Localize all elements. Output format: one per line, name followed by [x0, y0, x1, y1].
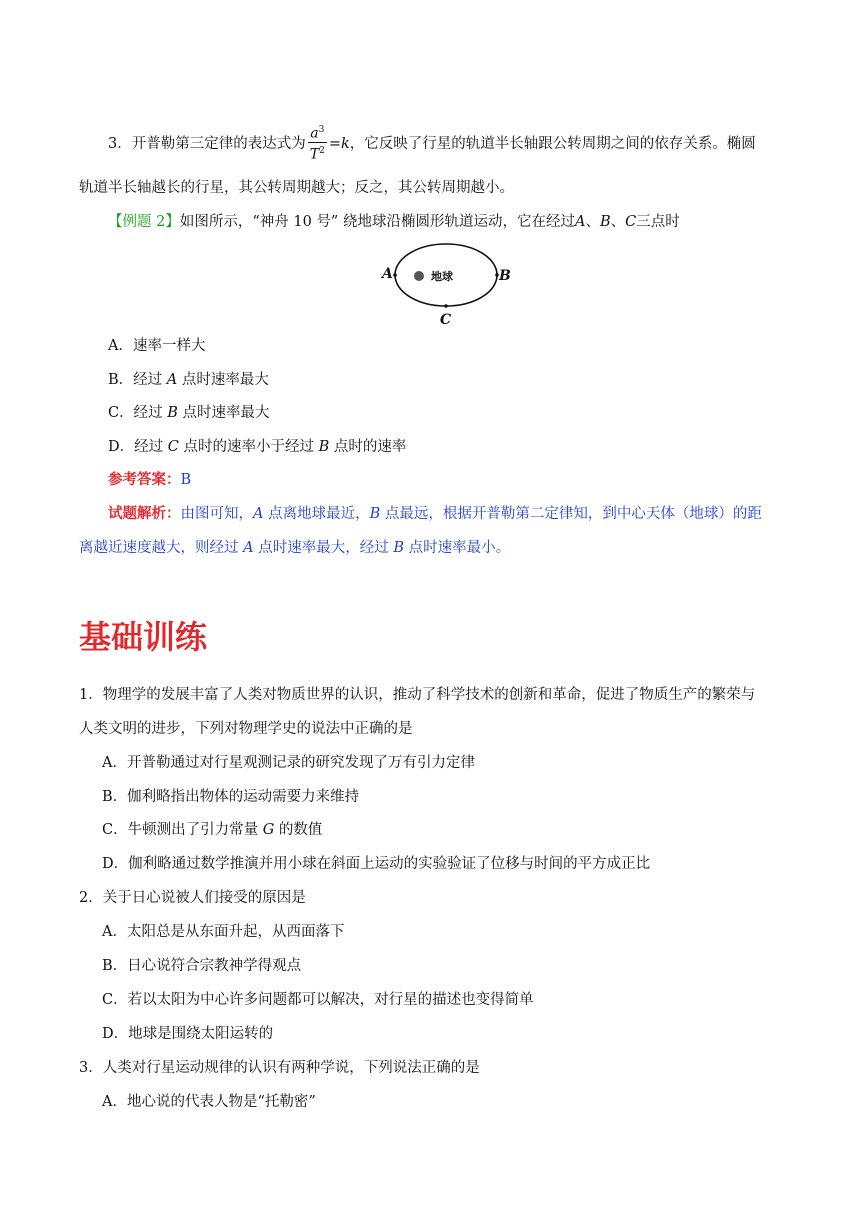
label-a: A: [382, 266, 393, 282]
law3-text-suffix: ，它反映了行星的轨道半长轴跟公转周期之间的依存关系。椭圆: [349, 136, 756, 153]
q2-option-b: B．日心说符合宗教神学得观点: [102, 958, 302, 974]
opt-c-post: 点时速率最大: [177, 405, 270, 421]
example-sep1: 、: [585, 214, 600, 230]
example-stem-b: 三点时: [636, 214, 680, 230]
example-stem-a: 如图所示，“神舟 10 号” 绕地球沿椭圆形轨道运动，它在经过: [179, 214, 575, 230]
formula-num-base: a: [310, 125, 319, 142]
opt-b-pre: B．经过: [108, 372, 167, 388]
analysis-label: 试题解析：: [108, 505, 181, 522]
q2-stem: 2．关于日心说被人们接受的原因是: [79, 890, 306, 906]
answer-line: [108, 470, 191, 490]
label-c: C: [440, 312, 452, 328]
q3-option-a: A．地心说的代表人物是“托勒密”: [102, 1094, 316, 1110]
label-b: B: [499, 268, 511, 284]
opt-b-point: A: [166, 372, 178, 388]
q1-option-b: B．伽利略指出物体的运动需要力来维持: [102, 789, 360, 805]
example-sep2: 、: [610, 214, 626, 230]
example-option-b: [108, 370, 269, 390]
q1-c-g: G: [262, 822, 275, 838]
formula-rhs: =k: [328, 136, 350, 153]
orbit-diagram: [376, 240, 516, 328]
analysis-line2: [79, 538, 510, 558]
example-point-b: B: [599, 214, 611, 230]
q1-c-post: 的数值: [274, 822, 323, 838]
example-stem: [108, 212, 680, 232]
opt-c-pre: C．经过: [108, 405, 168, 421]
q1-option-a: A．开普勒通过对行星观测记录的研究发现了万有引力定律: [102, 755, 475, 771]
q1-option-c: [102, 820, 322, 840]
law3-line2: 轨道半长轴越长的行星，其公转周期越大；反之，其公转周期越小。: [79, 180, 514, 196]
opt-d-pre: D．经过: [108, 439, 168, 455]
opt-b-post: 点时速率最大: [177, 372, 269, 388]
example-point-c: C: [625, 214, 637, 230]
formula-num-exp: 3: [318, 125, 325, 135]
q1-stem-line2: 人类文明的进步，下列对物理学史的说法中正确的是: [79, 721, 413, 737]
example-point-a: A: [574, 214, 586, 230]
q3-stem: 3．人类对行星运动规律的认识有两种学说，下列说法正确的是: [79, 1060, 480, 1076]
answer-label: 参考答案：: [108, 471, 181, 488]
q1-c-pre: C．牛顿测出了引力常量: [102, 822, 263, 838]
formula-den-exp: 2: [319, 145, 325, 156]
analysis-1b: 点离地球最近，: [263, 506, 370, 522]
analysis-2-point-b: B: [393, 540, 404, 556]
analysis-1-point-a: A: [253, 506, 264, 522]
opt-d-mid: 点时的速率小于经过: [178, 439, 319, 455]
analysis-1-point-b: B: [369, 506, 381, 522]
law3-text-prefix: 3．开普勒第三定律的表达式为: [108, 136, 306, 153]
section-title: 基础训练: [79, 618, 208, 656]
analysis-2b: 点时速率最大，经过: [253, 540, 394, 556]
formula-numerator: [308, 122, 327, 143]
kepler-formula: [308, 122, 327, 162]
analysis-2-point-a: A: [243, 540, 254, 556]
q2-option-c: C．若以太阳为中心许多问题都可以解决，对行星的描述也变得简单: [102, 992, 534, 1008]
opt-c-point: B: [167, 405, 178, 421]
example-option-c: [108, 403, 269, 423]
example-tag: 【例题 2】: [108, 214, 180, 230]
analysis-1a: 由图可知，: [180, 506, 253, 522]
q1-stem-line1: 1．物理学的发展丰富了人类对物质世界的认识，推动了科学技术的创新和革命，促进了物质生产的繁荣与: [79, 687, 756, 703]
opt-d-point1: C: [167, 439, 179, 455]
example-option-a: A．速率一样大: [108, 338, 206, 354]
earth-dot: [414, 271, 424, 281]
analysis-2a: 离越近速度越大，则经过: [79, 540, 244, 556]
formula-den-base: T: [309, 146, 320, 163]
formula-denominator: [308, 143, 327, 163]
earth-label: 地球: [431, 270, 453, 283]
q2-option-a: A．太阳总是从东面升起，从西面落下: [102, 924, 345, 940]
analysis-line1: [108, 504, 762, 524]
point-a-dot: [393, 273, 397, 277]
answer-value: B: [180, 472, 192, 488]
law3-line1: [108, 124, 756, 164]
opt-d-post: 点时的速率: [329, 439, 407, 455]
example-option-d: [108, 437, 406, 457]
q2-option-d: D．地球是围绕太阳运转的: [102, 1026, 274, 1042]
analysis-2c: 点时速率最小。: [403, 540, 511, 556]
q1-option-d: D．伽利略通过数学推演并用小球在斜面上运动的实验验证了位移与时间的平方成正比: [102, 856, 651, 872]
point-c-dot: [444, 304, 448, 308]
analysis-1c: 点最远，根据开普勒第二定律知，到中心天体（地球）的距: [380, 506, 762, 522]
opt-d-point2: B: [318, 439, 330, 455]
